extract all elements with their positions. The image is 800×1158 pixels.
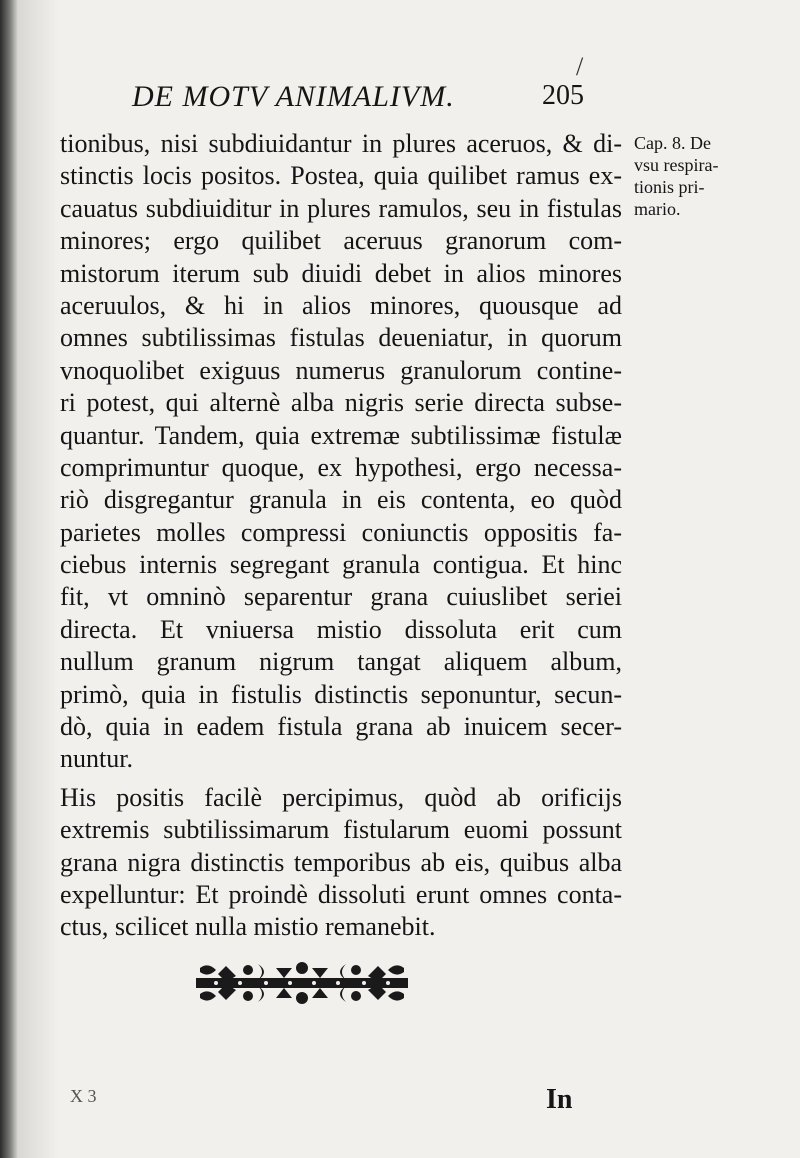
margin-note-line: vsu respira- (634, 155, 719, 175)
text-line: minores; ergo quilibet aceruus granorum com- (60, 226, 622, 256)
running-head: DE MOTV ANIMALIVM. (132, 80, 455, 113)
page-number: 205 (542, 80, 584, 111)
text-line: ciebus internis segregant granula contigua. Et hinc (60, 550, 622, 580)
text-line: aceruulos, & hi in alios minores, quousque ad (60, 290, 622, 320)
text-line: ctus, scilicet nulla mistio remanebit. (60, 912, 436, 942)
text-line: nullum granum nigrum tangat aliquem album, (60, 647, 622, 677)
text-line: grana nigra distinctis temporibus ab eis, quibus alba (60, 847, 622, 877)
text-line: dò, quia in eadem fistula grana ab inuicem secer- (60, 712, 622, 742)
text-line: stinctis locis positos. Postea, quia quilibet ramus ex- (60, 161, 622, 191)
binding-gutter (0, 0, 18, 1158)
margin-note-line: Cap. 8. De (634, 133, 711, 153)
margin-note (634, 132, 744, 220)
text-line: His positis facilè percipimus, quòd ab orificijs (60, 782, 622, 812)
text-line: ri potest, qui alternè alba nigris serie directa subse- (60, 388, 622, 418)
text-line: cauatus subdiuiditur in plures ramulos, seu in fistulas (60, 193, 622, 223)
text-line: omnes subtilissimas fistulas deueniatur, in quorum (60, 323, 622, 353)
signature-mark: X 3 (70, 1086, 97, 1106)
body-text (60, 128, 622, 944)
text-line: nuntur. (60, 744, 133, 774)
text-line: comprimuntur quoque, ex hypothesi, ergo necessa- (60, 452, 622, 482)
catchword: In (546, 1084, 573, 1115)
text-line: primò, quia in fistulis distinctis seponuntur, secun- (60, 679, 622, 709)
text-line: directa. Et vniuersa mistio dissoluta erit cum (60, 614, 622, 644)
text-line: riò disgregantur granula in eis contenta, eo quòd (60, 485, 622, 515)
text-line: vnoquolibet exiguus numerus granulorum contine- (60, 355, 622, 385)
margin-note-line: tionis pri- (634, 177, 705, 197)
text-line: parietes molles compressi coniunctis oppositis fa- (60, 517, 622, 547)
text-line: expelluntur: Et proindè dissoluti erunt omnes conta- (60, 879, 622, 909)
text-line: extremis subtilissimarum fistularum euomi possunt (60, 815, 622, 845)
text-line: fit, vt omninò separentur grana cuiuslibet seriei (60, 582, 622, 612)
margin-note-line: mario. (634, 199, 681, 219)
text-line: tionibus, nisi subdiuidantur in plures aceruos, & di- (60, 129, 622, 158)
pen-mark: / (576, 52, 584, 81)
gutter-shadow (18, 0, 58, 1158)
fleuron-ornament (196, 962, 408, 1004)
text-line: mistorum iterum sub diuidi debet in alios minores (60, 258, 622, 288)
text-line: quantur. Tandem, quia extremæ subtilissimæ fistulæ (60, 420, 622, 450)
